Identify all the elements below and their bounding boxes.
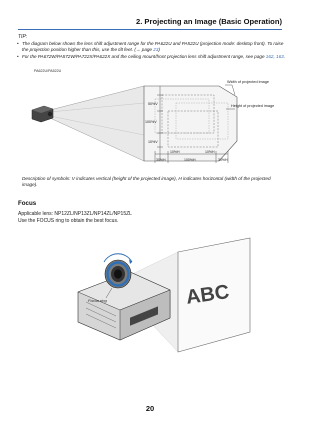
tip-bullet-1-after: )	[158, 47, 160, 52]
focus-instruction: Use the FOCUS ring to obtain the best focus.	[18, 218, 119, 224]
focus-ring-icon[interactable]	[104, 254, 132, 288]
height-of-projected-image-label: Height of projected image	[231, 104, 275, 108]
v-label-100: 100%V	[145, 120, 157, 124]
page-link-163[interactable]: 163	[276, 54, 284, 59]
lens-shift-diagram	[20, 73, 282, 173]
projector-icon	[32, 106, 53, 122]
tip-label: TIP:	[18, 34, 28, 40]
page-link-23[interactable]: 23	[153, 47, 159, 52]
symbol-description: Description of symbols: V indicates vertical (height of the projected image), H indicates horizontal (width of the projected image).	[22, 176, 271, 188]
focus-ring-label: Focus ring	[88, 298, 107, 303]
focus-illustration	[60, 232, 260, 370]
tip-bullet-2-mid: ,	[273, 54, 277, 59]
shift-range-outline	[144, 86, 237, 161]
h-label-30-right: 30%H	[218, 158, 228, 162]
bullet-dot-icon: •	[17, 41, 19, 46]
h-label-10-left: 10%H	[170, 150, 180, 154]
header-divider	[18, 29, 282, 30]
page-link-162[interactable]: 162	[265, 54, 274, 59]
model-label: PA622U/PA522U	[34, 69, 62, 73]
v-label-50: 50%V	[148, 102, 158, 106]
page-number: 20	[145, 404, 155, 413]
tip-bullet-2-after: .	[283, 54, 285, 59]
h-label-100: 100%H	[184, 158, 196, 162]
focus-heading: Focus	[18, 200, 37, 207]
page-header-title: 2. Projecting an Image (Basic Operation)	[135, 17, 282, 26]
v-label-10: 10%V	[148, 140, 158, 144]
screen-abc-text: ABC	[184, 281, 231, 309]
tip-bullet-1	[17, 41, 287, 53]
h-label-30-left: 30%H	[156, 158, 166, 162]
tip-bullet-2	[17, 54, 287, 60]
width-of-projected-image-label: Width of projected image	[227, 80, 269, 84]
bullet-dot-icon: •	[17, 54, 19, 59]
h-label-10-right: 10%H	[205, 150, 215, 154]
focus-applicable-lens: Applicable lens: NP12ZL/NP13ZL/NP14ZL/NP15ZL	[18, 211, 132, 217]
tip-bullet-2-text: For the PA672W/PA572W/PA722X/PA622X and the ceiling mount/front projection lens shift adjustment range, see page	[22, 54, 266, 59]
tip-bullet-1-text: The diagram below shows the lens shift adjustment range for the PA622U and PA522U (projection mode: desktop front). To raise the projection position higher than this, use the tilt feet. (→ page	[22, 41, 284, 52]
